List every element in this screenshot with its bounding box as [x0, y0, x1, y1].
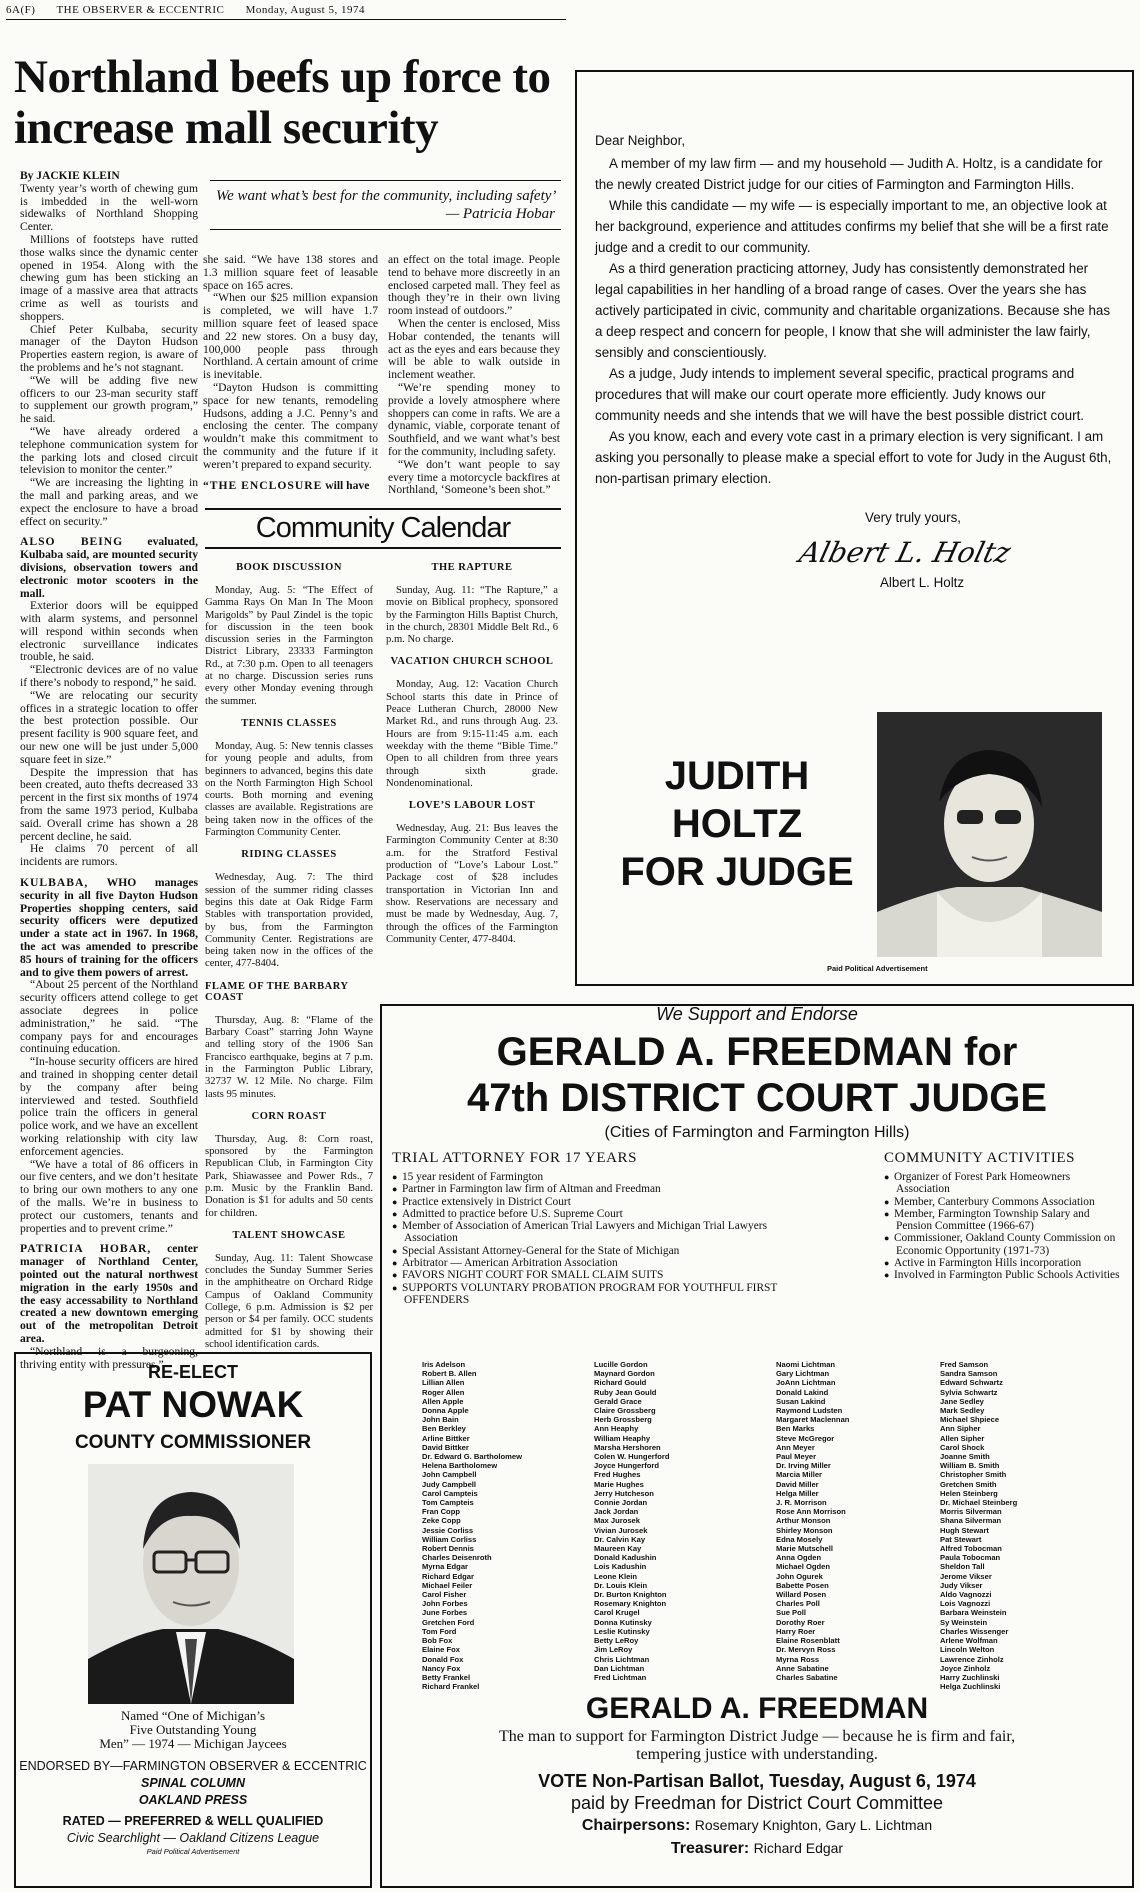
- supporter-name: Zeke Copp: [422, 1516, 461, 1526]
- article-col-1: [20, 170, 198, 1371]
- supporters-col-2: [594, 1360, 744, 1682]
- event-title: TENNIS CLASSES: [241, 717, 337, 729]
- calendar-event: [386, 800, 558, 946]
- trial-item: ● 15 year resident of Farmington: [392, 1171, 800, 1183]
- supporter-name: Herb Grossberg: [594, 1415, 652, 1425]
- supporter-name: Fred Hughes: [594, 1470, 641, 1480]
- supporter-name: Carol Krugel: [594, 1608, 640, 1618]
- article-paragraph: Chief Peter Kulbaba, security manager of the Dayton Hudson Properties eastern region, is aware of the problems and he’s not stagnant.: [20, 322, 198, 374]
- supporter-name: Joanne Smith: [940, 1452, 990, 1462]
- letter-paragraph: While this candidate — my wife — is especially important to me, an objective look at her background, experience and attitudes confirms my belief that she will be a first rate judge and a credit to our community.: [595, 198, 1109, 255]
- supporter-name: Harry Zuchlinski: [940, 1672, 1000, 1682]
- supporter-name: Tom Ford: [422, 1626, 457, 1636]
- supporter-name: Lillian Allen: [422, 1378, 465, 1388]
- supporter-name: Mark Sedley: [940, 1406, 985, 1416]
- article-paragraph: “When our $25 million expansion is completed, we will have 1.7 million square feet of leased space and 22 new stores. On a busy day, 100,000 people pass through Northland. A certain amount of crime is inevitable.: [203, 291, 378, 382]
- award-line-1: Named “One of Michigan’s: [120, 1708, 266, 1723]
- supporter-name: Helga Zuchlinski: [940, 1682, 1001, 1692]
- supporter-name: Gretchen Ford: [422, 1617, 475, 1627]
- article-paragraph: “About 25 percent of the Northland security officers attend college to get associate degrees in police administration,” he said. “The company pays for and encourages continuing education.: [20, 978, 198, 1056]
- event-description: Thursday, Aug. 8: Corn roast, sponsored by the Farmington Republican Club, in Farmington City Park, Shiawassee and Power Rds., 7 p.m. Music by the Franklin Band. Donation is $1 for adults and 50 cents for children.: [205, 1133, 373, 1219]
- supporter-name: Anna Ogden: [776, 1553, 822, 1563]
- nowak-portrait: [88, 1464, 294, 1704]
- nowak-award: [16, 1709, 370, 1751]
- supporter-name: Morris Silverman: [940, 1507, 1002, 1517]
- trial-heading: TRIAL ATTORNEY FOR 17 YEARS: [392, 1150, 638, 1166]
- nowak-ad: [14, 1352, 372, 1888]
- supporter-name: Arline Bittker: [422, 1433, 470, 1443]
- supporter-name: Bob Fox: [422, 1636, 453, 1646]
- supporter-name: Colen W. Hungerford: [594, 1452, 670, 1462]
- supporter-name: Edna Mosely: [776, 1534, 823, 1544]
- tagline-line-2: tempering justice with understanding.: [636, 1746, 878, 1763]
- supporter-name: William Corliss: [422, 1534, 477, 1544]
- event-title: THE RAPTURE: [431, 562, 513, 573]
- supporter-name: Sy Weinstein: [940, 1617, 988, 1627]
- article-paragraph: Exterior doors will be equipped with alarm systems, and personnel will respond within seconds when electronic surveillance indicates trouble, he said.: [20, 599, 198, 664]
- supporter-name: Shana Silverman: [940, 1516, 1002, 1526]
- supporter-name: Dr. Louis Klein: [594, 1580, 648, 1590]
- event-title: BOOK DISCUSSION: [236, 562, 342, 573]
- holtz-ad: [575, 70, 1134, 986]
- paragraph-kicker: “THE ENCLOSURE: [203, 478, 323, 492]
- chair-label: Chairpersons:: [581, 1817, 691, 1834]
- article-paragraph: [203, 480, 378, 493]
- supporter-name: Raymond Ludsten: [776, 1406, 843, 1416]
- letter-signer: Albert L. Holtz: [880, 575, 965, 590]
- nowak-endorsements: [16, 1758, 370, 1857]
- supporter-name: Gary Lichtman: [776, 1369, 830, 1379]
- article-paragraph: “We’re spending money to provide a lovely atmosphere where shoppers can come in rafts. We are a dynamic, viable, corporate tenant of Southfield, and we want what’s best for the community, including safety.: [388, 380, 560, 458]
- slogan-line-2: FOR JUDGE: [620, 850, 854, 894]
- supporter-name: Rose Ann Morrison: [776, 1507, 846, 1517]
- event-description: Wednesday, Aug. 21: Bus leaves the Farmington Community Center at 8:30 a.m. for the Stratford Festival production of “Love’s Labour Lost.” Package cost of $28 includes transportation in Victorian Inn and show. Reservations are necessary and must be made by Wednesday, Aug. 7, through the offices of the Farmington Community Center, 477-8404.: [386, 823, 558, 945]
- letter-salutation: Dear Neighbor,: [595, 133, 686, 148]
- supporter-name: Lawrence Zinholz: [940, 1654, 1004, 1664]
- trial-list: [392, 1171, 800, 1306]
- supporter-name: Rosemary Knighton: [594, 1599, 667, 1609]
- supporter-name: Lois Vagnozzi: [940, 1599, 991, 1609]
- signature: Albert L. Holtz: [796, 536, 1015, 569]
- supporter-name: Lincoln Welton: [940, 1645, 995, 1655]
- supporter-name: Charles Deisenroth: [422, 1553, 492, 1563]
- community-item: ● Organizer of Forest Park Homeowners Association: [884, 1171, 1126, 1196]
- supporter-name: Lucille Gordon: [594, 1360, 648, 1369]
- trial-item: ● SUPPORTS VOLUNTARY PROBATION PROGRAM FOR YOUTHFUL FIRST OFFENDERS: [392, 1282, 800, 1307]
- supporter-name: Fred Samson: [940, 1360, 989, 1369]
- endorser-spinal-column: SPINAL COLUMN: [141, 1776, 245, 1790]
- article-paragraph: “We are relocating our security offices in a strategic location to offer the best protection possible. Our present facility is 900 square feet, and our new one will be just under 5,000 square feet in size.”: [20, 688, 198, 766]
- supporter-name: Susan Lakind: [776, 1396, 826, 1406]
- paragraph-text: center manager of Northland Center, pointed out the natural northwest migration in the early 1950s and the easy accessability to Northland created a new downtown emerging out of the metropolitan Detroit area.: [20, 1242, 199, 1345]
- supporter-name: Aldo Vagnozzi: [940, 1590, 992, 1600]
- article-paragraph: “Electronic devices are of no value if there’s nobody to respond,” he said.: [20, 663, 198, 690]
- freedman-footer: [382, 1770, 1132, 1860]
- nowak-office: COUNTY COMMISSIONER: [74, 1432, 312, 1453]
- supporter-name: John Campbell: [422, 1470, 477, 1480]
- supporter-name: Pat Stewart: [940, 1534, 982, 1544]
- supporters-col-4: [940, 1360, 1090, 1691]
- community-list: [884, 1171, 1126, 1282]
- calendar-event: [205, 1111, 373, 1220]
- letter-body: [595, 153, 1113, 489]
- award-line-3: Men” — 1974 — Michigan Jaycees: [99, 1736, 287, 1751]
- supporter-name: Maynard Gordon: [594, 1369, 655, 1379]
- letter-paragraph: As a judge, Judy intends to implement several specific, practical programs and procedures that will make our court operate more efficiently. Judy knows our community needs and she intends that we will have the best possible district court.: [595, 366, 1085, 423]
- article-paragraph: an effect on the total image. People tend to behave more discreetly in an enclosed carpeted mall. They feel as though they’re in their own living room instead of outdoors.”: [388, 253, 560, 318]
- supporter-name: Alfred Tobocman: [940, 1544, 1002, 1554]
- freedman-cities: (Cities of Farmington and Farmington Hills): [604, 1124, 910, 1141]
- freedman-name-line: GERALD A. FREEDMAN for: [496, 1030, 1018, 1074]
- event-title: VACATION CHURCH SCHOOL: [390, 656, 554, 668]
- nowak-paid-notice: Paid Political Advertisement: [146, 1847, 240, 1856]
- supporter-name: Helena Bartholomew: [422, 1461, 498, 1471]
- supporter-name: Vivian Jurosek: [594, 1525, 648, 1535]
- paid-by-line: paid by Freedman for District Court Committee: [570, 1793, 944, 1813]
- calendar-event: [205, 849, 373, 970]
- supporter-name: Shirley Monson: [776, 1525, 833, 1535]
- article-col-2-body: [203, 254, 378, 492]
- supporter-name: Margaret Maclennan: [776, 1415, 850, 1425]
- freedman-support: We Support and Endorse: [656, 1004, 858, 1024]
- supporter-name: Myrna Edgar: [422, 1562, 468, 1572]
- freedman-court-line: 47th DISTRICT COURT JUDGE: [466, 1076, 1048, 1120]
- supporter-name: Elaine Fox: [422, 1645, 460, 1655]
- supporter-name: Richard Edgar: [422, 1571, 474, 1581]
- trial-item: ● Partner in Farmington law firm of Altman and Freedman: [392, 1183, 800, 1195]
- event-title: CORN ROAST: [251, 1110, 327, 1122]
- headline: Northland beefs up force to increase mall security: [14, 51, 551, 154]
- supporter-name: John Ogurek: [776, 1571, 823, 1581]
- treasurer-name: Richard Edgar: [753, 1840, 844, 1856]
- supporter-name: Gerald Grace: [594, 1396, 642, 1406]
- supporter-name: Carol Shock: [940, 1442, 985, 1452]
- event-description: Monday, Aug. 5: New tennis classes for young people and adults, from beginners to advanced, begins this date on the North Farmington High School courts. Both morning and evening classes are available. Registrations are being taken now in the offices of the Farmington Community Center.: [205, 740, 373, 839]
- article-col-3-body: [388, 254, 560, 497]
- supporter-name: Harry Roer: [776, 1626, 816, 1636]
- supporter-name: Charles Sabatine: [776, 1672, 838, 1682]
- event-description: Sunday, Aug. 11: Talent Showcase concludes the Sunday Summer Series in the amphitheatre on Orchard Ridge Campus of Oakland Community College, 6 p.m. Admission is $2 per person or $4 per family. OCC students admitted for $1 by showing their school identification cards.: [205, 1252, 373, 1350]
- supporter-name: Dr. Michael Steinberg: [940, 1498, 1018, 1508]
- paper-name: THE OBSERVER & ECCENTRIC: [56, 4, 225, 16]
- event-title: LOVE’S LABOUR LOST: [408, 800, 536, 812]
- supporter-name: Claire Grossberg: [594, 1406, 656, 1416]
- paragraph-text: WHO manages security in all five Dayton Hudson Properties shopping centers, said security officers were deputized under a state act in 1967. In 1968, the act was amended to prescribe 85 hours of training for the officers and to give them powers of arrest.: [20, 876, 198, 979]
- article-paragraph: “Northland is a burgeoning, thriving entity with pressures,”: [20, 1344, 198, 1371]
- supporter-name: Judy Vikser: [940, 1580, 983, 1590]
- article-paragraph: “Dayton Hudson is committing space for new tenants, remodeling Hudsons, adding a J.C. Penny’s and enclosing the center. The company wouldn’t make this commitment to the community and the future if it weren’t prepared to expand security.: [203, 380, 378, 471]
- supporter-name: Steve McGregor: [776, 1433, 835, 1443]
- supporter-name: Sandra Samson: [940, 1369, 998, 1379]
- supporter-name: Betty Frankel: [422, 1672, 471, 1682]
- community-item: ● Active in Farmington Hills incorporation: [884, 1257, 1126, 1269]
- supporter-name: Joyce Hungerford: [594, 1461, 659, 1471]
- supporter-name: Helen Steinberg: [940, 1488, 998, 1498]
- article-paragraph: “We will be adding five new officers to our 23-man security staff to supplement our growth program,” he said.: [20, 373, 198, 426]
- supporter-name: Babette Posen: [776, 1580, 829, 1590]
- supporter-name: Hugh Stewart: [940, 1525, 989, 1535]
- supporter-name: Charles Poll: [776, 1599, 820, 1609]
- calendar-event: [386, 562, 558, 646]
- paragraph-kicker: KULBABA,: [20, 876, 89, 890]
- supporter-name: William B. Smith: [940, 1461, 1000, 1471]
- supporter-name: Gretchen Smith: [940, 1479, 997, 1489]
- calendar-event: [205, 562, 373, 708]
- supporter-name: Jack Jordan: [594, 1507, 639, 1517]
- supporter-name: JoAnn Lichtman: [776, 1378, 836, 1388]
- article-paragraph: she said. “We have 138 stores and 1.3 million square feet of leasable space on 165 acres.: [203, 253, 378, 292]
- nowak-rating: RATED — PREFERRED & WELL QUALIFIED: [62, 1814, 324, 1828]
- calendar-left-column: [205, 552, 373, 1351]
- supporter-name: Dr. Calvin Kay: [594, 1534, 646, 1544]
- community-item: ● Involved in Farmington Public Schools Activities: [884, 1269, 1126, 1281]
- event-description: Monday, Aug. 12: Vacation Church School starts this date in Prince of Peace Lutheran Church, 28000 New Market Rd., and runs through Aug. 23. Hours are from 9:15-11:45 a.m. each weekday with the theme “Bible Time.” Open to all children from three years through sixth grade. Nondenominational.: [386, 679, 558, 789]
- paragraph-kicker: PATRICIA HOBAR,: [20, 1242, 152, 1256]
- trial-item: ● FAVORS NIGHT COURT FOR SMALL CLAIM SUITS: [392, 1269, 800, 1281]
- page-number: 6A(F): [6, 4, 36, 16]
- pull-quote-attribution: — Patricia Hobar: [445, 206, 555, 222]
- supporter-name: Michael Ogden: [776, 1562, 831, 1572]
- paragraph-text: evaluated, Kulbaba said, are mounted security divisions, observation towers and electronic motor scooters in the mall.: [20, 535, 198, 600]
- article-paragraph: Millions of footsteps have rutted those walks since the dynamic center opened in 1954. Along with the chewing gum has been sticking an image of a massive area that attracts crime as well as tourists and shoppers.: [20, 232, 198, 323]
- supporter-name: Dr. Irving Miller: [776, 1461, 831, 1471]
- supporter-name: Myrna Ross: [776, 1654, 820, 1664]
- supporter-name: June Forbes: [422, 1608, 468, 1618]
- article-paragraph: “We don’t want people to say every time a motorcycle backfires at Northland, ‘Someone’s been shot.”: [388, 457, 560, 497]
- event-description: Monday, Aug. 5: “The Effect of Gamma Rays On Man In The Moon Marigolds” by Paul Zindel is the topic for discussion in the teen book discussion series in the Farmington District Library, 23333 Farmington Rd., at 7:30 p.m. Open to all teenagers at no charge. Discussion series runs every other Monday evening through the summer.: [205, 585, 373, 707]
- supporter-name: Iris Adelson: [422, 1360, 466, 1369]
- holtz-paid-notice: Paid Political Advertisement: [827, 964, 928, 973]
- supporter-name: Ann Sipher: [940, 1424, 981, 1434]
- nowak-re-elect: RE-ELECT: [148, 1362, 238, 1382]
- supporter-name: Marcia Miller: [776, 1470, 823, 1480]
- pull-quote: [210, 180, 561, 230]
- supporter-name: Leslie Kutinsky: [594, 1626, 650, 1636]
- supporter-name: Sheldon Tall: [940, 1562, 985, 1572]
- letter-closing: Very truly yours,: [865, 510, 961, 525]
- trial-item: ● Special Assistant Attorney-General for the State of Michigan: [392, 1245, 800, 1257]
- supporter-name: Ben Marks: [776, 1424, 815, 1434]
- calendar-event: [205, 981, 373, 1101]
- calendar-event: [386, 656, 558, 790]
- article-paragraph: “We are increasing the lighting in the mall and parking areas, and we expect the enclosure to have a broad effect on security.”: [20, 476, 198, 528]
- supporter-name: Dr. Edward G. Bartholomew: [422, 1452, 523, 1462]
- supporter-name: Paula Tobocman: [940, 1553, 1001, 1563]
- supporter-name: Fred Lichtman: [594, 1672, 647, 1682]
- supporter-name: Ann Meyer: [776, 1442, 815, 1452]
- community-item: ● Member, Canterbury Commons Association: [884, 1196, 1126, 1208]
- supporter-name: Carol Fisher: [422, 1590, 467, 1600]
- article-paragraph: “We have a total of 86 officers in our five centers, and we don’t hesitate to bring our own mothers to any one of the malls. We’re in business to protect our customers, tenants and properties and to prevent crime.”: [20, 1157, 198, 1235]
- supporter-name: Jerry Hutcheson: [594, 1488, 654, 1498]
- supporter-name: Joyce Zinholz: [940, 1663, 991, 1673]
- article-paragraph: [20, 536, 198, 600]
- supporter-name: Lois Kadushin: [594, 1562, 647, 1572]
- supporter-name: Jane Sedley: [940, 1396, 984, 1406]
- paragraph-text: will have: [322, 478, 370, 492]
- supporter-name: Tom Campteis: [422, 1498, 474, 1508]
- freedman-footer-name: GERALD A. FREEDMAN: [585, 1692, 929, 1725]
- supporter-name: Christopher Smith: [940, 1470, 1007, 1480]
- calendar-title: Community Calendar: [205, 508, 561, 549]
- supporter-name: Anne Sabatine: [776, 1663, 829, 1673]
- trial-section: [392, 1150, 800, 1306]
- event-description: Sunday, Aug. 11: “The Rapture,” a movie on Biblical prophecy, sponsored by the Farmington Hills Baptist Church, in the church, 28301 Middle Belt Rd., 6 p.m. No charge.: [386, 585, 558, 646]
- supporter-name: Michael Feiler: [422, 1580, 473, 1590]
- supporter-name: Marie Hughes: [594, 1479, 644, 1489]
- letter-paragraph: A member of my law firm — and my household — Judith A. Holtz, is a candidate for the newly created District judge for our cities of Farmington and Farmington Hills.: [595, 156, 1103, 192]
- freedman-ad: [380, 1004, 1134, 1888]
- supporter-name: Elaine Rosenblatt: [776, 1636, 840, 1646]
- holtz-letter: [595, 130, 1113, 593]
- byline: By JACKIE KLEIN: [20, 170, 120, 182]
- supporter-name: Helga Miller: [776, 1488, 819, 1498]
- supporter-name: John Forbes: [422, 1599, 468, 1609]
- supporter-name: Sue Poll: [776, 1608, 806, 1618]
- supporter-name: Donna Apple: [422, 1406, 469, 1416]
- supporter-name: Arlene Wolfman: [940, 1636, 998, 1646]
- community-heading: COMMUNITY ACTIVITIES: [884, 1150, 1076, 1166]
- supporter-name: David Miller: [776, 1479, 819, 1489]
- supporter-name: Marie Mutschell: [776, 1544, 833, 1554]
- supporter-name: John Bain: [422, 1415, 459, 1425]
- supporter-name: Nancy Fox: [422, 1663, 461, 1673]
- supporter-name: David Bittker: [422, 1442, 469, 1452]
- supporter-name: Paul Meyer: [776, 1452, 817, 1462]
- event-title: FLAME OF THE BARBARY COAST: [205, 980, 349, 1003]
- trial-item: ● Arbitrator — American Arbitration Association: [392, 1257, 800, 1269]
- supporters-col-1: [422, 1360, 572, 1691]
- supporter-name: Dr. Burton Knighton: [594, 1590, 667, 1600]
- supporter-name: Connie Jordan: [594, 1498, 648, 1508]
- chair-names: Rosemary Knighton, Gary L. Lichtman: [694, 1817, 933, 1833]
- nowak-name: PAT NOWAK: [82, 1384, 304, 1425]
- supporters-col-3: [776, 1360, 926, 1682]
- supporter-name: Roger Allen: [422, 1387, 465, 1397]
- supporter-name: Willard Posen: [776, 1590, 827, 1600]
- tagline-line-1: The man to support for Farmington District Judge — because he is firm and fair,: [498, 1728, 1016, 1745]
- paragraph-kicker: ALSO BEING: [20, 535, 124, 549]
- community-item: ● Member, Farmington Township Salary and Pension Committee (1966-67): [884, 1208, 1126, 1233]
- supporter-name: Fran Copp: [422, 1507, 460, 1517]
- supporter-name: Allen Sipher: [940, 1433, 985, 1443]
- supporter-name: Jerome Vikser: [940, 1571, 992, 1581]
- article-paragraph: Despite the impression that has been created, auto thefts decreased 33 percent in the first six months of 1974 from the same 1973 period, Kulbaba said. Overall crime has shown a 28 percent decline, he said.: [20, 765, 198, 843]
- trial-item: ● Practice extensively in District Court: [392, 1196, 800, 1208]
- article-col-1-body: [20, 183, 198, 1372]
- article-paragraph: “In-house security officers are hired and trained in shopping center detail by the company after being interviewed and tested. Southfield police train the officers in general police work, and we have an excellent working relationship with city law enforcement agencies.: [20, 1055, 198, 1158]
- supporter-name: Richard Gould: [594, 1378, 647, 1388]
- supporter-name: William Heaphy: [594, 1433, 651, 1443]
- masthead: [6, 4, 566, 16]
- supporter-name: Donald Fox: [422, 1654, 464, 1664]
- supporter-name: Ann Heaphy: [594, 1424, 639, 1434]
- supporter-name: J. R. Morrison: [776, 1498, 827, 1508]
- supporter-name: Jessie Corliss: [422, 1525, 474, 1535]
- supporter-name: Dorothy Roer: [776, 1617, 825, 1627]
- award-line-2: Five Outstanding Young: [129, 1722, 257, 1737]
- calendar-right-column: [386, 552, 558, 946]
- trial-item: ● Admitted to practice before U.S. Supreme Court: [392, 1208, 800, 1220]
- supporter-name: Ruby Jean Gould: [594, 1387, 657, 1397]
- masthead-rule: [6, 19, 566, 20]
- supporter-name: Dr. Mervyn Ross: [776, 1645, 836, 1655]
- supporter-name: Richard Frankel: [422, 1682, 480, 1692]
- nowak-rating-source: Civic Searchlight — Oakland Citizens League: [66, 1831, 320, 1845]
- holtz-slogan: [617, 752, 857, 896]
- article-paragraph: [20, 1243, 198, 1345]
- vote-line: VOTE Non-Partisan Ballot, Tuesday, August 6, 1974: [538, 1771, 976, 1791]
- supporter-name: Leone Klein: [594, 1571, 638, 1581]
- endorsed-by: ENDORSED BY—FARMINGTON OBSERVER & ECCENTRIC: [19, 1759, 367, 1773]
- trial-item: ● Member of Association of American Trial Lawyers and Michigan Trial Lawyers Association: [392, 1220, 800, 1245]
- holtz-portrait: [877, 712, 1102, 957]
- supporter-name: Dan Lichtman: [594, 1663, 645, 1673]
- supporter-name: Naomi Lichtman: [776, 1360, 836, 1369]
- supporter-name: Arthur Monson: [776, 1516, 831, 1526]
- letter-paragraph: As you know, each and every vote cast in a primary election is very significant. I am asking you personally to please make a special effort to vote for Judy in the August 6th, non-partisan primary election.: [595, 429, 1112, 486]
- supporter-name: Charles Wissenger: [940, 1626, 1009, 1636]
- slogan-line-1: JUDITH HOLTZ: [664, 754, 810, 846]
- supporter-name: Robert Dennis: [422, 1544, 474, 1554]
- supporter-name: Donna Kutinsky: [594, 1617, 652, 1627]
- supporter-name: Allen Apple: [422, 1396, 464, 1406]
- chairpersons-line: [382, 1814, 1132, 1837]
- event-title: RIDING CLASSES: [241, 849, 337, 861]
- treasurer-label: Treasurer:: [670, 1840, 750, 1857]
- article-paragraph: When the center is enclosed, Miss Hobar contended, the tenants will act as the eyes and ears because they will be able to walk outside in inclement weather.: [388, 316, 560, 382]
- issue-date: Monday, August 5, 1974: [245, 4, 365, 16]
- supporter-name: Jim LeRoy: [594, 1645, 633, 1655]
- event-description: Thursday, Aug. 8: “Flame of the Barbary Coast” starring John Wayne and telling story of the 1906 San Francisco earthquake, begins at 7 p.m. in the Farmington Public Library, 32737 W. 12 Mile. No charge. Film lasts 95 minutes.: [205, 1014, 373, 1100]
- supporter-name: Carol Campteis: [422, 1488, 478, 1498]
- article-paragraph: Twenty year’s worth of chewing gum is imbedded in the well-worn sidewalks of Northland Shopping Center.: [20, 181, 198, 234]
- article-col-3: [388, 254, 560, 497]
- freedman-tagline: [382, 1728, 1132, 1764]
- supporter-name: Betty LeRoy: [594, 1636, 639, 1646]
- supporter-name: Donald Kadushin: [594, 1553, 657, 1563]
- supporter-name: Sylvia Schwartz: [940, 1387, 998, 1397]
- supporter-name: Barbara Weinstein: [940, 1608, 1007, 1618]
- event-title: TALENT SHOWCASE: [232, 1229, 346, 1241]
- supporter-name: Judy Campbell: [422, 1479, 477, 1489]
- treasurer-line: [382, 1837, 1132, 1860]
- event-description: Wednesday, Aug. 7: The third session of the summer riding classes begins this date at Oak Ridge Farm Stables with transportation provided, by bus, from the Farmington Community Center. Registrations are being taken now in the offices of the center, 477-8404.: [205, 872, 373, 970]
- article-paragraph: [20, 877, 198, 979]
- supporter-name: Chris Lichtman: [594, 1654, 650, 1664]
- calendar-event: [205, 718, 373, 839]
- supporter-name: Max Jurosek: [594, 1516, 641, 1526]
- endorser-oakland-press: OAKLAND PRESS: [138, 1793, 248, 1807]
- calendar-event: [205, 1230, 373, 1351]
- supporter-name: Maureen Kay: [594, 1544, 642, 1554]
- article-paragraph: He claims 70 percent of all incidents are rumors.: [20, 842, 198, 869]
- supporter-name: Marsha Hershoren: [594, 1442, 661, 1452]
- supporter-name: Michael Shpiece: [940, 1415, 1000, 1425]
- supporter-name: Edward Schwartz: [940, 1378, 1003, 1388]
- article-col-2: [203, 254, 378, 492]
- supporter-name: Robert B. Allen: [422, 1369, 477, 1379]
- supporter-name: Ben Berkley: [422, 1424, 466, 1434]
- article-paragraph: “We have already ordered a telephone communication system for the parking lots and closed circuit television to monitor the center.”: [20, 424, 198, 477]
- supporter-name: Donald Lakind: [776, 1387, 829, 1397]
- community-section: [884, 1150, 1126, 1282]
- pull-quote-text: We want what’s best for the community, including safety’: [216, 188, 557, 204]
- community-item: ● Commissioner, Oakland County Commission on Economic Opportunity (1971-73): [884, 1232, 1126, 1257]
- letter-paragraph: As a third generation practicing attorney, Judy has consistently demonstrated her legal capabilities in her handling of a broad range of cases. Over the years she has actively participated in civic, community and charitable organizations. Because she has a deep respect and concern for people, I know that she will administer the law fairly, sensibly and conscientiously.: [595, 261, 1111, 360]
